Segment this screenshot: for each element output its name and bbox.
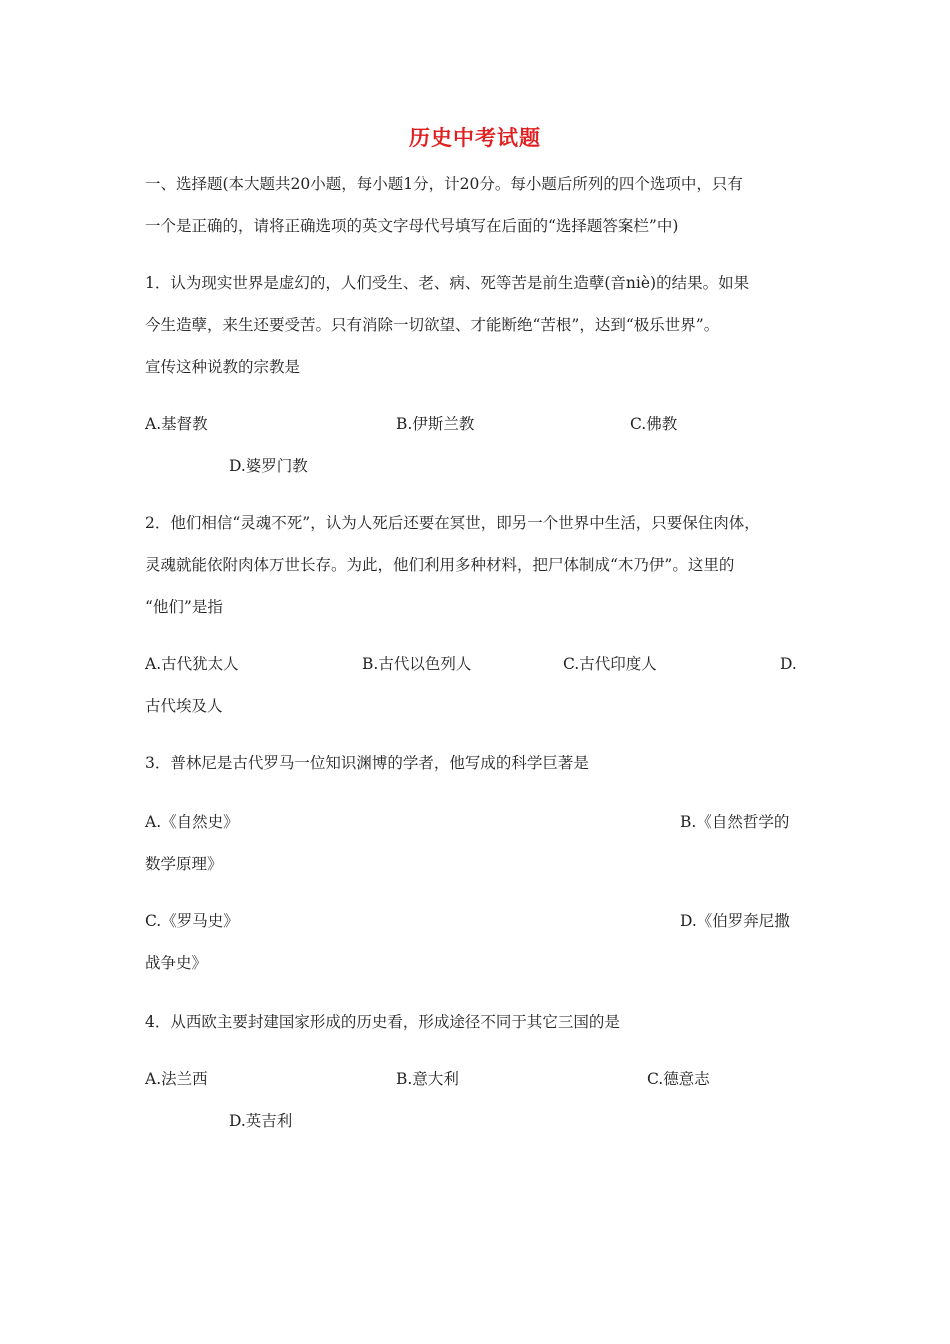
page-title: 历史中考试题: [409, 125, 541, 150]
question-2-line-1: 2．他们相信“灵魂不死”，认为人死后还要在冥世，即另一个世界中生活，只要保住肉体，: [145, 514, 760, 532]
question-3-option-c: C.《罗马史》: [145, 912, 239, 930]
question-3-option-d-cont: 战争史》: [145, 954, 208, 972]
question-2-line-2: 灵魂就能依附肉体万世长存。为此，他们利用多种材料，把尸体制成“木乃伊”。这里的: [145, 556, 735, 574]
question-1-line-3: 宣传这种说教的宗教是: [145, 358, 301, 376]
question-1-option-c: C.佛教: [630, 415, 678, 433]
question-2-option-a: A.古代犹太人: [145, 655, 239, 673]
question-3-line-1: 3．普林尼是古代罗马一位知识渊博的学者，他写成的科学巨著是: [145, 754, 589, 772]
question-2-option-d-text: 古代埃及人: [145, 697, 223, 715]
question-2-option-c: C.古代印度人: [563, 655, 657, 673]
question-4-option-d: D.英吉利: [229, 1112, 293, 1130]
question-1-line-1: 1．认为现实世界是虚幻的，人们受生、老、病、死等苦是前生造孽(音niè)的结果。如果: [145, 274, 750, 292]
question-1-line-2: 今生造孽，来生还要受苦。只有消除一切欲望、才能断绝“苦根”，达到“极乐世界”。: [145, 316, 720, 334]
intro-line-2: 一个是正确的，请将正确选项的英文字母代号填写在后面的“选择题答案栏”中): [145, 217, 679, 235]
question-4-line-1: 4．从西欧主要封建国家形成的历史看，形成途径不同于其它三国的是: [145, 1013, 620, 1031]
question-2-option-d: D.: [780, 655, 797, 673]
question-3-option-b-cont: 数学原理》: [145, 855, 223, 873]
question-1-option-b: B.伊斯兰教: [396, 415, 475, 433]
question-2-option-b: B.古代以色列人: [362, 655, 472, 673]
question-1-option-a: A.基督教: [145, 415, 208, 433]
question-4-option-a: A.法兰西: [145, 1070, 208, 1088]
question-4-option-b: B.意大利: [396, 1070, 459, 1088]
question-3-option-a: A.《自然史》: [145, 813, 239, 831]
intro-line-1: 一、选择题(本大题共20小题，每小题1分，计20分。每小题后所列的四个选项中，只有: [145, 175, 743, 193]
question-3-option-b: B.《自然哲学的: [680, 813, 790, 831]
question-4-option-c: C.德意志: [647, 1070, 710, 1088]
question-2-line-3: “他们”是指: [145, 598, 223, 616]
question-1-option-d: D.婆罗门教: [229, 457, 308, 475]
question-3-option-d: D.《伯罗奔尼撒: [680, 912, 790, 930]
